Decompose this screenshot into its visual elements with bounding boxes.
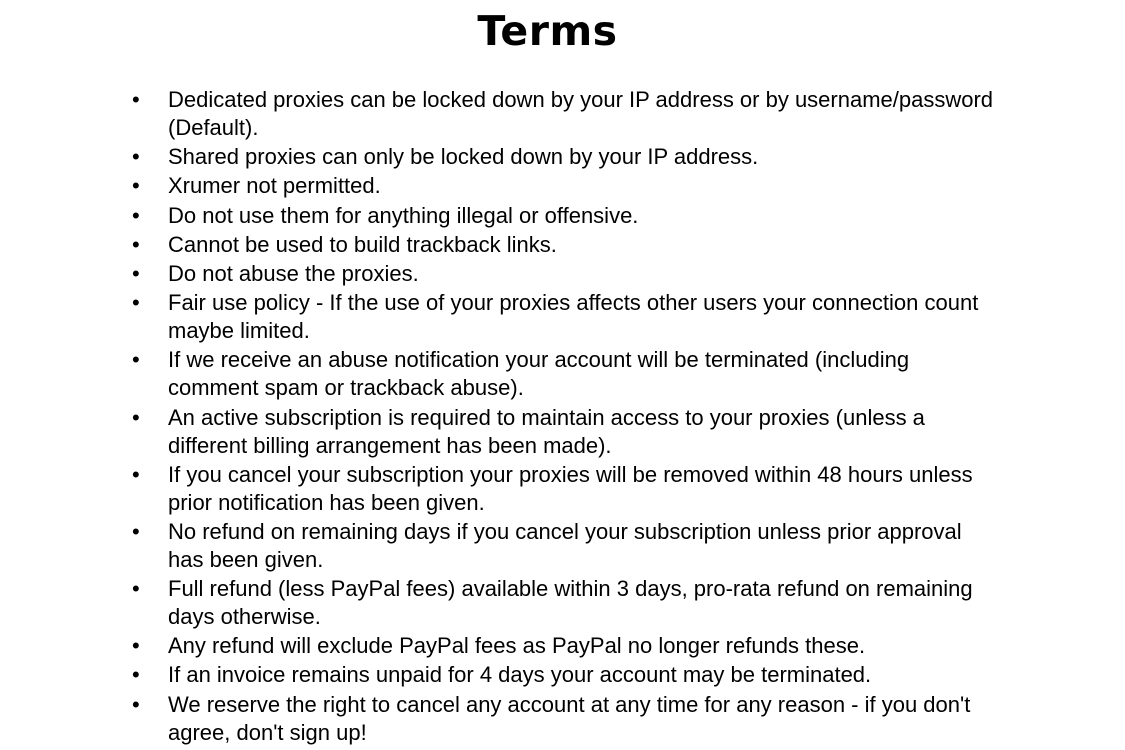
list-item	[132, 143, 1002, 171]
bullet-icon: •	[132, 173, 140, 199]
list-item	[132, 260, 1002, 288]
term-text: Any refund will exclude PayPal fees as PayPal no longer refunds these.	[168, 633, 866, 659]
list-item	[132, 518, 1002, 574]
bullet-icon: •	[132, 87, 140, 112]
bullet-icon: •	[132, 260, 140, 286]
list-item	[132, 202, 1002, 230]
term-text: We reserve the right to cancel any account at any time for any reason - if you don't agree, don't sign up!	[168, 691, 971, 745]
term-text: Shared proxies can only be locked down by your IP address.	[168, 144, 759, 170]
list-item	[132, 632, 1002, 660]
bullet-icon: •	[132, 633, 140, 659]
bullet-icon: •	[132, 202, 140, 228]
term-text: Cannot be used to build trackback links.	[168, 231, 557, 257]
list-item	[132, 575, 1002, 631]
bullet-icon: •	[132, 404, 140, 430]
bullet-icon: •	[132, 461, 140, 487]
list-item	[132, 691, 1002, 747]
term-text: Fair use policy - If the use of your proxies affects other users your connection count maybe limited.	[168, 290, 979, 344]
term-text: If you cancel your subscription your proxies will be removed within 48 hours unless prior notification has been given.	[168, 461, 973, 515]
page-title: Terms	[477, 7, 618, 55]
list-item	[132, 231, 1002, 259]
term-text: Dedicated proxies can be locked down by your IP address or by username/password (Default).	[168, 87, 994, 140]
list-item	[132, 461, 1002, 517]
bullet-icon: •	[132, 576, 140, 602]
list-item	[132, 661, 1002, 689]
term-text: No refund on remaining days if you cancel your subscription unless prior approval has been given.	[168, 518, 962, 572]
bullet-icon: •	[132, 518, 140, 544]
list-item	[132, 346, 1002, 402]
list-item	[132, 172, 1002, 200]
list-item	[132, 404, 1002, 460]
terms-list	[132, 86, 1002, 748]
list-item	[132, 289, 1002, 345]
bullet-icon: •	[132, 691, 140, 717]
bullet-icon: •	[132, 231, 140, 257]
term-text: Do not use them for anything illegal or offensive.	[168, 202, 639, 228]
bullet-icon: •	[132, 662, 140, 688]
term-text: Full refund (less PayPal fees) available within 3 days, pro-rata refund on remaining days otherwise.	[168, 576, 973, 630]
term-text: Do not abuse the proxies.	[168, 260, 419, 286]
term-text: Xrumer not permitted.	[168, 173, 381, 199]
bullet-icon: •	[132, 290, 140, 316]
list-item	[132, 86, 1002, 142]
term-text: If an invoice remains unpaid for 4 days your account may be terminated.	[168, 662, 872, 688]
term-text: An active subscription is required to maintain access to your proxies (unless a different billing arrangement has been made).	[168, 404, 925, 458]
term-text: If we receive an abuse notification your account will be terminated (including comment spam or trackback abuse).	[168, 347, 910, 401]
bullet-icon: •	[132, 347, 140, 373]
bullet-icon: •	[132, 144, 140, 170]
